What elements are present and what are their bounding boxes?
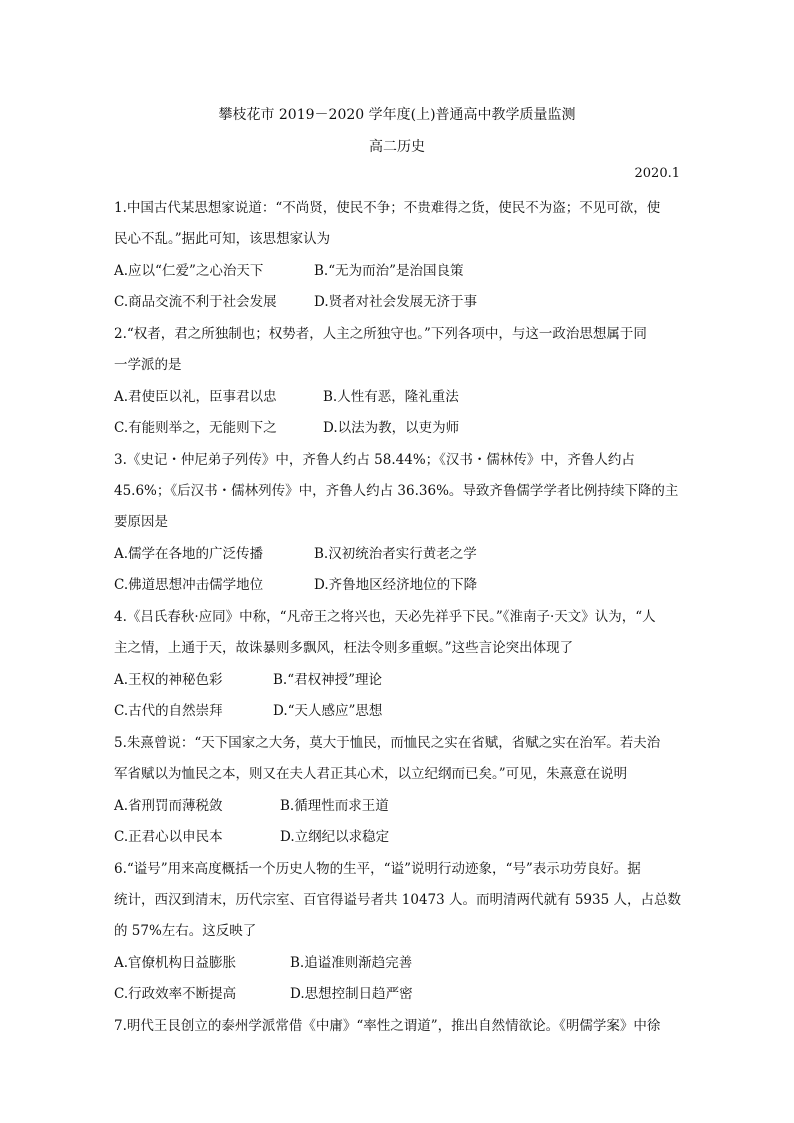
question-6-line-2: 统计，西汉到清末，历代宗室、百官得谥号者共 10473 人。而明清两代就有 5935 人，占总数	[114, 892, 681, 908]
question-6-option-c: C.行政效率不断提高	[114, 986, 237, 1002]
question-5-option-c: C.正君心以申民本	[114, 829, 223, 845]
question-3-option-c: C.佛道思想冲击儒学地位	[114, 577, 264, 593]
question-7-line-1: 7.明代王艮创立的泰州学派常借《中庸》“率性之谓道”，推出自然情欲论。《明儒学案》中徐	[114, 1018, 661, 1034]
question-6-option-b: B.追谥准则渐趋完善	[290, 955, 413, 971]
question-5-option-b: B.循理性而求王道	[280, 798, 389, 814]
question-1-line-2: 民心不乱。”据此可知，该思想家认为	[114, 231, 331, 247]
question-5-line-2: 军省赋以为恤民之本，则又在夫人君正其心术，以立纪纲而已矣。”可见，朱熹意在说明	[114, 766, 628, 782]
question-5-option-d: D.立纲纪以求稳定	[280, 829, 390, 845]
question-2-line-1: 2.“权者，君之所独制也；权势者，人主之所独守也。”下列各项中，与这一政治思想属于同	[114, 326, 647, 342]
question-6-line-1: 6.“谥号”用来高度概括一个历史人物的生平，“谥”说明行动迹象，“号”表示功劳良好。据	[114, 861, 641, 877]
exam-title: 攀枝花市 2019－2020 学年度(上)普通高中教学质量监测	[218, 107, 576, 123]
question-3-option-b: B.汉初统治者实行黄老之学	[314, 546, 477, 562]
question-1-option-a: A.应以“仁爱”之心治天下	[114, 263, 264, 279]
question-4-line-1: 4.《吕氏春秋·应同》中称，“凡帝王之将兴也，天必先祥乎下民。”《淮南子·天文》认为，“人	[114, 609, 656, 625]
question-5-option-a: A.省刑罚而薄税敛	[114, 798, 223, 814]
question-1-option-c: C.商品交流不利于社会发展	[114, 294, 277, 310]
question-4-line-2: 主之情，上通于天，故诛暴则多飘风，枉法令则多重螟。”这些言论突出体现了	[114, 640, 574, 656]
question-2-option-b: B.人性有恶，隆礼重法	[323, 389, 459, 405]
question-3-line-3: 要原因是	[114, 514, 168, 530]
question-6-line-3: 的 57%左右。这反映了	[114, 923, 257, 939]
question-4-option-b: B.“君权神授”理论	[273, 672, 383, 688]
question-2-option-a: A.君使臣以礼，臣事君以忠	[114, 389, 277, 405]
question-4-option-c: C.古代的自然崇拜	[114, 703, 223, 719]
question-1-option-b: B.“无为而治”是治国良策	[314, 263, 464, 279]
question-1-line-1: 1.中国古代某思想家说道：“不尚贤，使民不争；不贵难得之货，使民不为盗；不见可欲，使	[114, 200, 661, 216]
question-5-line-1: 5.朱熹曾说：“天下国家之大务，莫大于恤民，而恤民之实在省赋，省赋之实在治军。若夫治	[114, 735, 661, 751]
question-6-option-a: A.官僚机构日益膨胀	[114, 955, 237, 971]
question-2-option-d: D.以法为教，以吏为师	[323, 420, 460, 436]
question-3-option-d: D.齐鲁地区经济地位的下降	[314, 577, 478, 593]
question-3-line-2: 45.6%；《后汉书・儒林列传》中，齐鲁人约占 36.36%。导致齐鲁儒学学者比例持续下降的主	[114, 483, 679, 499]
exam-date: 2020.1	[634, 166, 680, 181]
question-6-option-d: D.思想控制日趋严密	[290, 986, 413, 1002]
question-1-option-d: D.贤者对社会发展无济于事	[314, 294, 478, 310]
exam-subject: 高二历史	[369, 139, 425, 155]
question-4-option-a: A.王权的神秘色彩	[114, 672, 223, 688]
question-3-option-a: A.儒学在各地的广泛传播	[114, 546, 264, 562]
question-4-option-d: D.“天人感应”思想	[273, 703, 383, 719]
question-2-line-2: 一学派的是	[114, 357, 182, 373]
question-2-option-c: C.有能则举之，无能则下之	[114, 420, 277, 436]
question-3-line-1: 3.《史记・仲尼弟子列传》中，齐鲁人约占 58.44%；《汉书・儒林传》中，齐鲁人约占	[114, 452, 635, 468]
